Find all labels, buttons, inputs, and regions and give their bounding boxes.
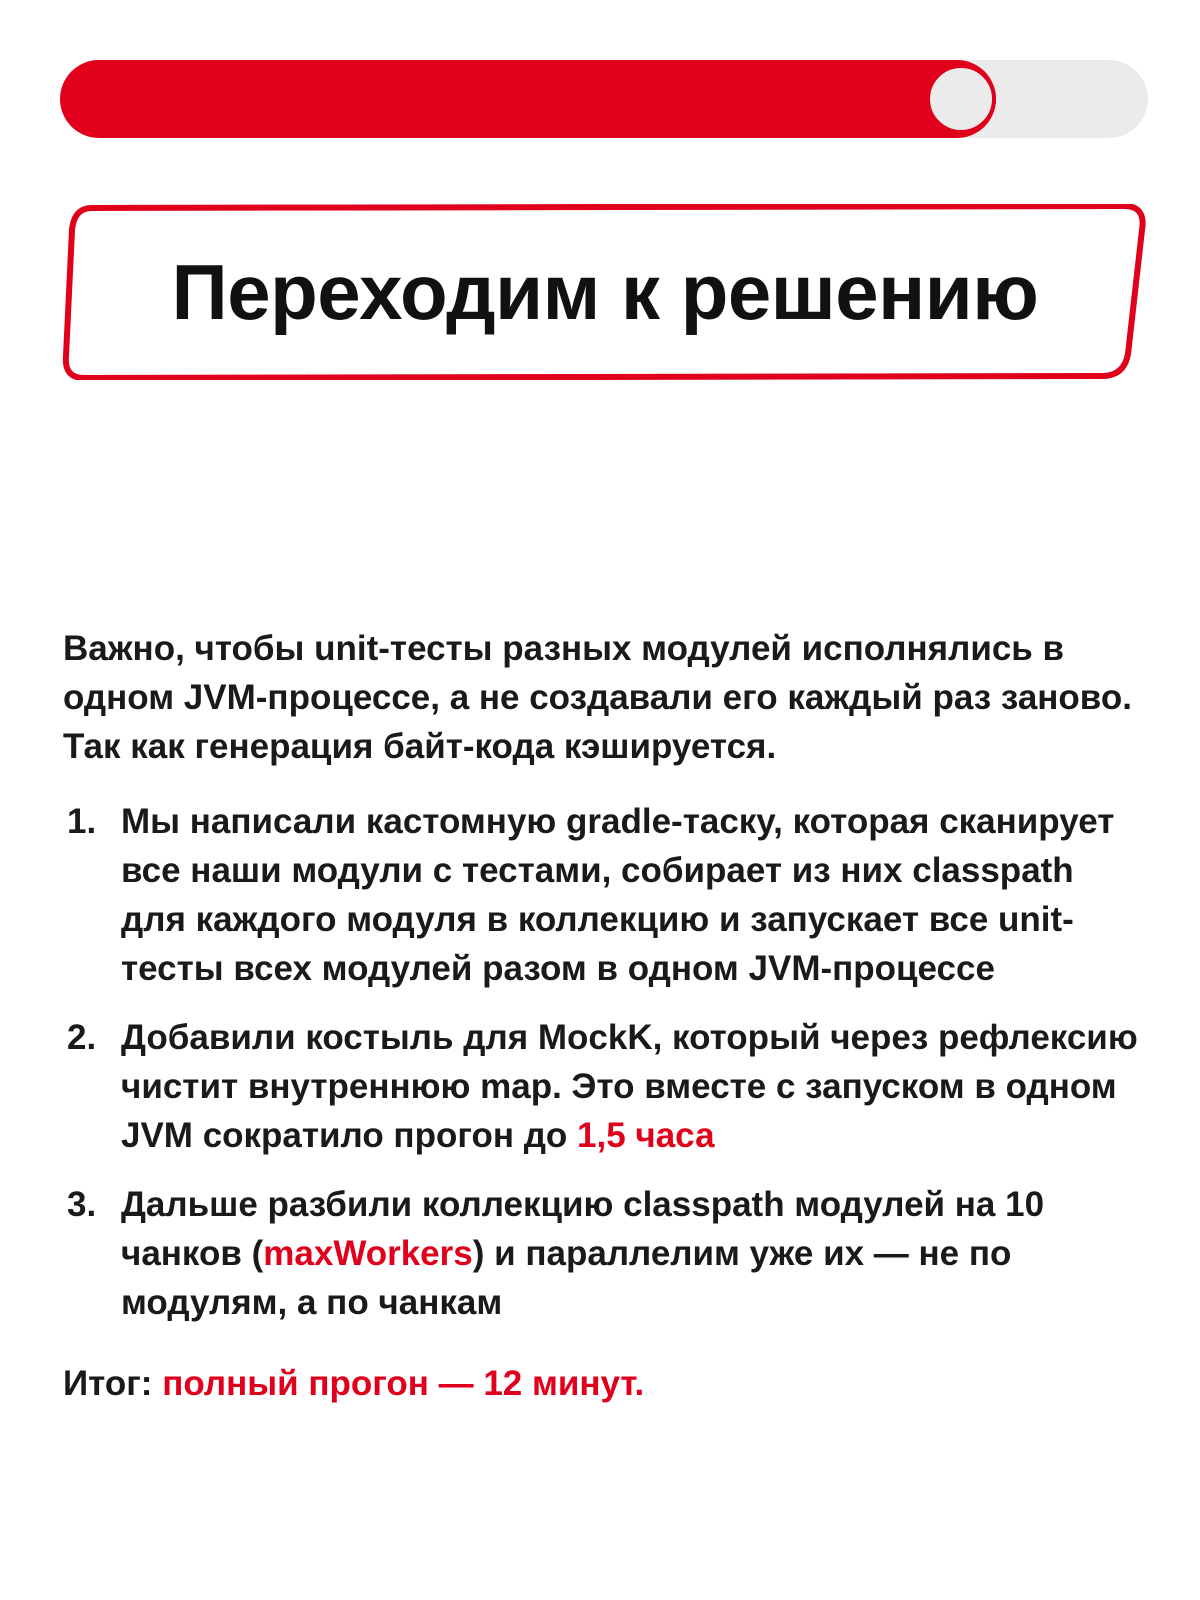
list-item <box>63 1013 1143 1160</box>
intro-paragraph: Важно, чтобы unit-тесты разных модулей исполнялись в одном JVM-процессе, а не создавали его каждый раз заново. Так как генерация байт-кода кэшируется. <box>63 629 1132 766</box>
highlight-max-workers: maxWorkers <box>263 1234 473 1273</box>
progress-bar-fill <box>60 60 996 138</box>
title-frame <box>62 204 1148 380</box>
content-body <box>63 624 1143 1408</box>
list-item-number: 2. <box>67 1018 97 1057</box>
highlight-duration: 1,5 часа <box>577 1116 715 1155</box>
list-item <box>63 1180 1143 1327</box>
list-item <box>63 797 1143 993</box>
progress-bar-knob <box>926 64 996 134</box>
summary-label: Итог: <box>63 1364 163 1403</box>
list-item-number: 3. <box>67 1185 97 1224</box>
steps-list <box>63 797 1143 1327</box>
progress-bar <box>60 60 1148 138</box>
list-item-text: Дальше разбили коллекцию classpath модулей на 10 чанков ( <box>121 1185 1045 1273</box>
list-item-number: 1. <box>67 802 97 841</box>
list-item-text: Мы написали кастомную gradle-таску, которая сканирует все наши модули с тестами, собирает из них classpath для каждого модуля в коллекцию и запускает все unit-тесты всех модулей разом в одном JVM-процессе <box>121 802 1115 988</box>
summary <box>63 1359 1143 1408</box>
list-item-text: Добавили костыль для MockK, который через рефлексию чистит внутреннюю map. Это вместе с запуском в одном JVM сократило прогон до <box>121 1018 1138 1155</box>
summary-value: полный прогон — 12 минут. <box>162 1364 645 1403</box>
page-title: Переходим к решению <box>171 248 1039 336</box>
list-item-text-tail: ) и параллелим уже их — не по модулям, а по чанкам <box>121 1234 1012 1322</box>
